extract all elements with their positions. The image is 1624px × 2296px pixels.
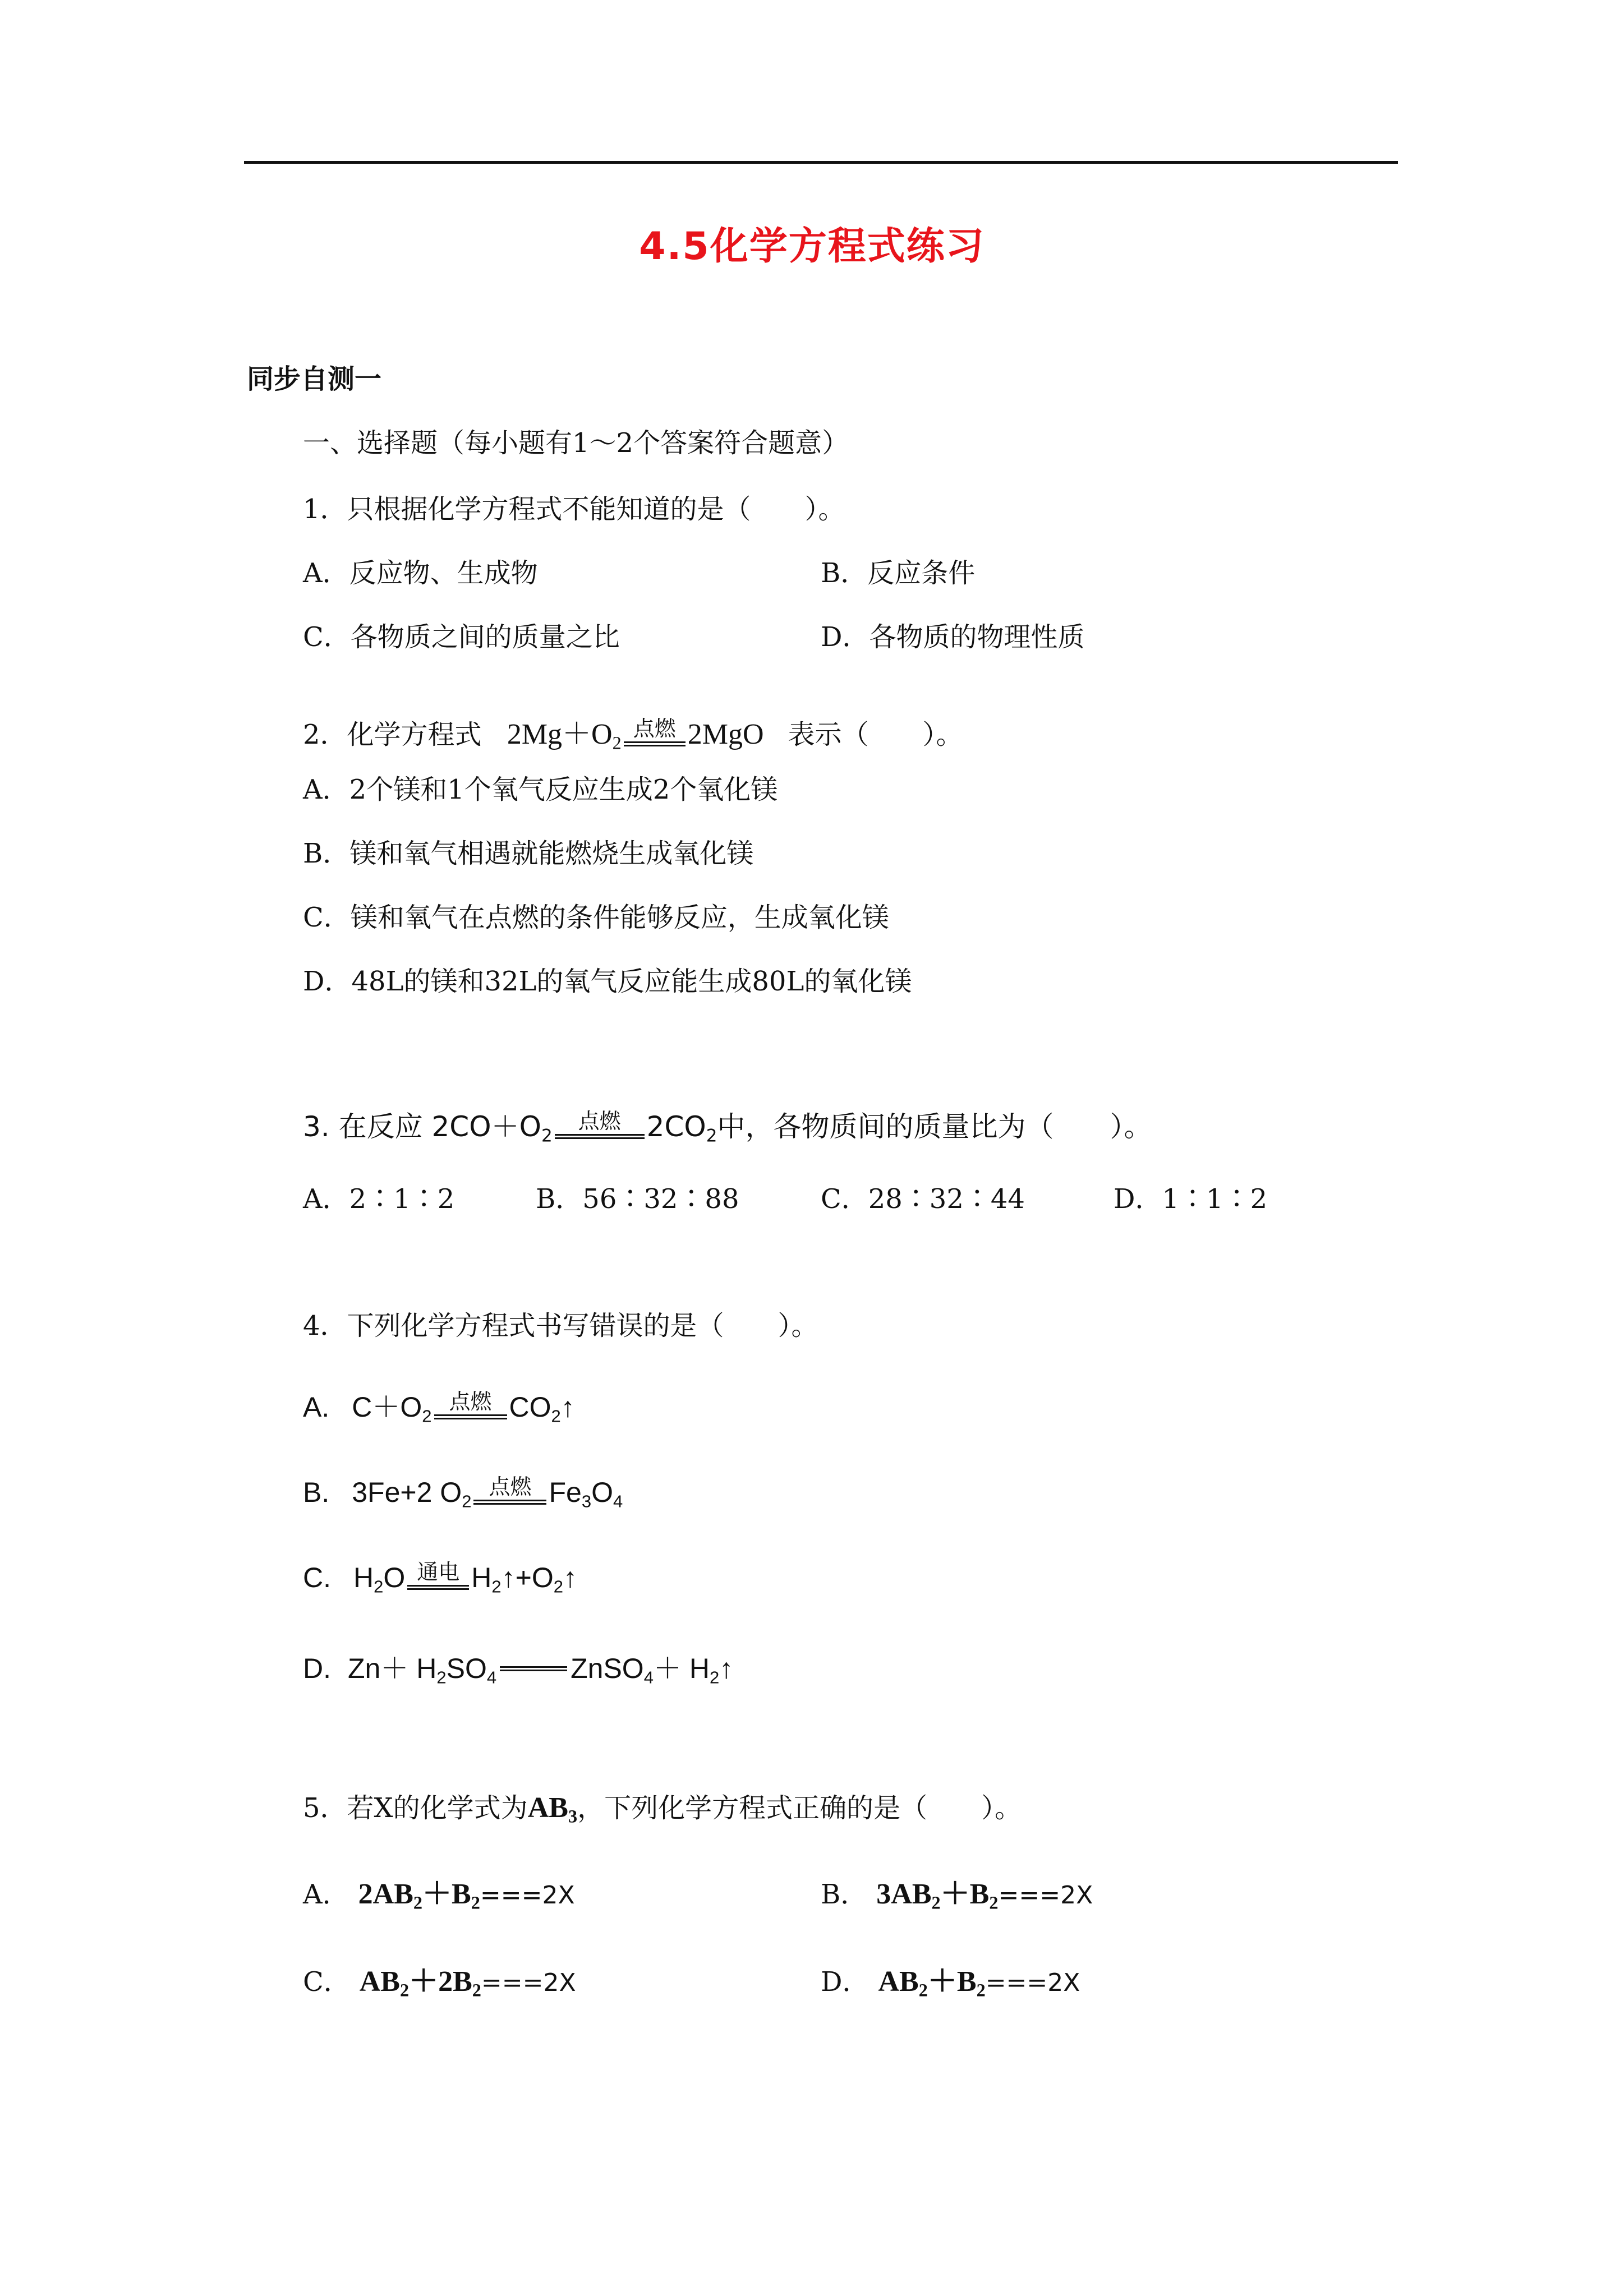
q5-option-b: B． $3AB_2+B_2===2X$ bbox=[821, 1878, 1093, 1913]
q4-option-b: B. 3Fe+2 $O_2$ 点燃 $Fe_3O_4$ bbox=[303, 1474, 623, 1511]
q3-option-c: C．28∶32∶44 bbox=[821, 1183, 1025, 1215]
q5-option-d: D． $AB_2+B_2===2X$ bbox=[821, 1966, 1080, 2000]
top-rule bbox=[244, 161, 1398, 164]
q5-formula: $AB_3$ bbox=[527, 1792, 578, 1827]
q5-option-a: A． $2AB_2+B_2===2X$ bbox=[303, 1878, 575, 1913]
q4-option-d: D. $Zn+ H_2SO_4$ ZnSO$_4$＋ $H_2↑$ bbox=[303, 1653, 734, 1688]
q1-option-a: A．反应物、生成物 bbox=[303, 557, 538, 589]
q3-option-d: D．1∶1∶2 bbox=[1114, 1183, 1268, 1215]
q3-condition: 点燃 bbox=[578, 1109, 621, 1133]
section-heading: 同步自测一 bbox=[247, 363, 382, 395]
q3-option-b: B．56∶32∶88 bbox=[536, 1183, 739, 1215]
q5-option-c: C． $AB_2+2B_2===2X$ bbox=[303, 1966, 576, 2000]
question-2 bbox=[303, 718, 963, 752]
question-3: 3. 在反应 $2CO+O_2$ 点燃 $2CO_2$中，各物质间的质量比为（ ）。 bbox=[303, 1109, 1152, 1146]
q3-option-a: A．2∶1∶2 bbox=[303, 1183, 455, 1215]
q2-condition: 点燃 bbox=[633, 716, 676, 741]
q2-equation: $2Mg+O_2$ 点燃 2MgO bbox=[507, 716, 764, 753]
q4-option-a: A. $C+O_2$ 点燃 $CO_2↑$ bbox=[303, 1389, 575, 1426]
q2-option-d: D．48L的镁和32L的氧气反应能生成80L的氧化镁 bbox=[303, 966, 912, 997]
part-heading: 一、选择题（每小题有1～2个答案符合题意） bbox=[303, 427, 849, 459]
q2-suffix: 表示（ ）。 bbox=[788, 719, 963, 750]
question-4: 4．下列化学方程式书写错误的是（ ）。 bbox=[303, 1310, 818, 1341]
q1-option-d: D．各物质的物理性质 bbox=[821, 621, 1085, 653]
question-5: 5．若X的化学式为$AB_3$，下列化学方程式正确的是（ ）。 bbox=[303, 1792, 1022, 1827]
q2-option-a: A．2个镁和1个氧气反应生成2个氧化镁 bbox=[303, 774, 778, 805]
q2-prefix: 2．化学方程式 bbox=[303, 719, 482, 750]
page-title: 4.5化学方程式练习 bbox=[639, 224, 985, 269]
q2-option-b: B．镁和氧气相遇就能燃烧生成氧化镁 bbox=[303, 838, 754, 869]
q4-option-c: C. $H_2O$ 通电 $H_2↑+O_2↑$ bbox=[303, 1560, 577, 1597]
q2-option-c: C．镁和氧气在点燃的条件能够反应，生成氧化镁 bbox=[303, 902, 889, 933]
question-1: 1．只根据化学方程式不能知道的是（ ）。 bbox=[303, 494, 845, 525]
q1-option-c: C．各物质之间的质量之比 bbox=[303, 621, 620, 653]
q1-option-b: B．反应条件 bbox=[821, 557, 976, 589]
